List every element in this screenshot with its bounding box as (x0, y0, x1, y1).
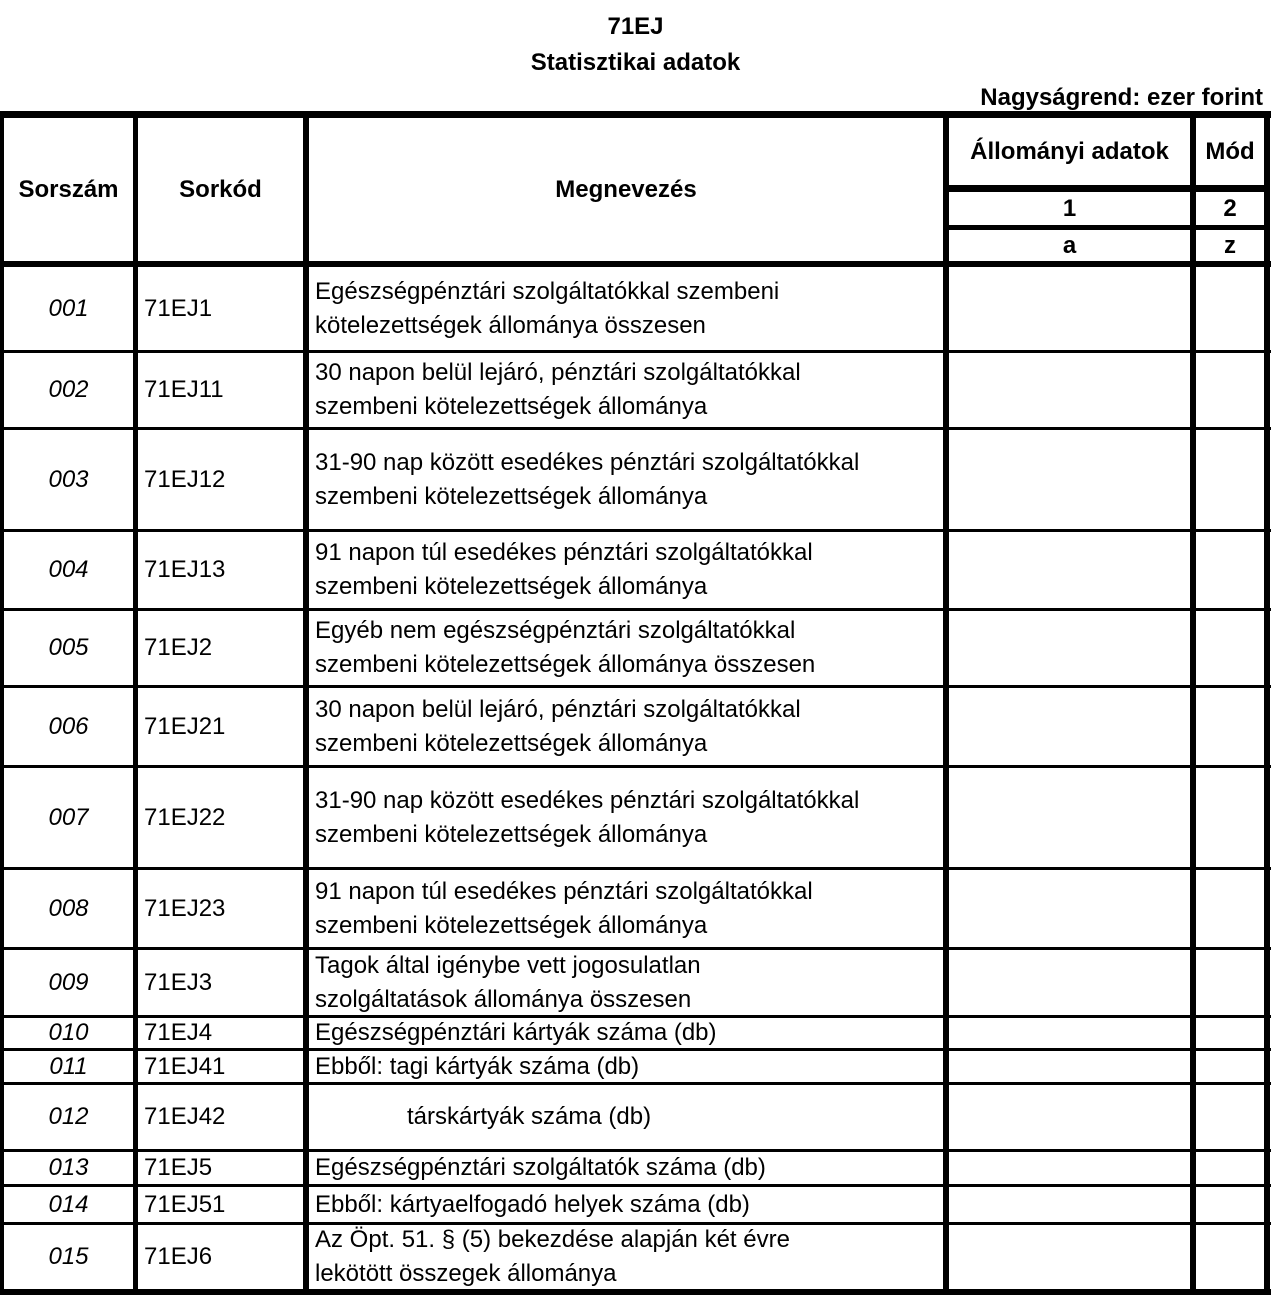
row-label (315, 950, 701, 1015)
mod-cell[interactable] (1196, 950, 1264, 1015)
document-title: Statisztikai adatok (530, 49, 741, 76)
row-megnevezes (309, 532, 943, 608)
header-col2-code: z (1224, 231, 1236, 259)
row-label (315, 275, 779, 343)
document-code: 71EJ (607, 13, 664, 40)
row-megnevezes (309, 950, 943, 1015)
row-sorszam: 002 (48, 376, 89, 403)
row-sorkod: 71EJ51 (144, 1190, 226, 1218)
row-sorkod: 71EJ1 (144, 294, 213, 322)
row-label-line: Az Öpt. 51. § (5) bekezdése alapján két évre (315, 1225, 790, 1253)
row-sorkod: 71EJ2 (144, 634, 213, 661)
row-sorszam: 004 (48, 556, 89, 583)
row-label (315, 536, 813, 604)
row-label-line: 31-90 nap között esedékes pénztári szolgáltatókkal (315, 448, 860, 476)
table-top-border (0, 111, 1271, 118)
unit-label: Nagyságrend: ezer forint (980, 84, 1263, 111)
header-allomanyi-adatok: Állományi adatok (970, 137, 1169, 165)
row-label-line: 31-90 nap között esedékes pénztári szolgáltatókkal (315, 786, 860, 814)
row-label-line: Egészségpénztári szolgáltatók száma (db) (315, 1154, 766, 1181)
allomanyi-adat-cell[interactable] (949, 532, 1190, 608)
allomanyi-adat-cell[interactable] (949, 353, 1190, 427)
row-sorszam: 006 (48, 712, 89, 740)
row-sorszam: 010 (48, 1019, 89, 1046)
allomanyi-adat-cell[interactable] (949, 1018, 1190, 1048)
row-label (315, 614, 815, 682)
mod-cell[interactable] (1196, 1187, 1264, 1222)
row-label (315, 1051, 639, 1082)
mod-cell[interactable] (1196, 768, 1264, 867)
mod-cell[interactable] (1196, 353, 1264, 427)
row-label-line: szembeni kötelezettségek állománya (315, 729, 708, 757)
allomanyi-adat-cell[interactable] (949, 1152, 1190, 1184)
mod-cell[interactable] (1196, 611, 1264, 685)
allomanyi-adat-cell[interactable] (949, 1225, 1190, 1288)
row-sorszam: 009 (48, 968, 89, 996)
row-sorszam: 001 (48, 294, 89, 322)
allomanyi-adat-cell[interactable] (949, 870, 1190, 947)
row-label-line: 30 napon belül lejáró, pénztári szolgáltatókkal (315, 695, 801, 723)
row-megnevezes (309, 768, 943, 867)
header-sorkod: Sorkód (179, 175, 262, 203)
row-sorkod: 71EJ6 (144, 1242, 213, 1270)
row-label-line: 91 napon túl esedékes pénztári szolgáltatókkal (315, 877, 813, 905)
row-label (315, 1188, 750, 1222)
row-megnevezes (309, 870, 943, 947)
row-sorkod: 71EJ13 (144, 556, 226, 583)
row-label-line: Tagok által igénybe vett jogosulatlan (315, 951, 701, 979)
row-sorszam: 003 (48, 465, 89, 493)
row-label-line: társkártyák száma (db) (407, 1103, 652, 1130)
row-label (407, 1100, 651, 1134)
header-col1-code: a (1062, 231, 1077, 259)
mod-cell[interactable] (1196, 688, 1264, 765)
row-megnevezes (309, 1018, 943, 1048)
row-megnevezes (309, 1225, 943, 1288)
row-megnevezes (309, 1085, 943, 1149)
mod-cell[interactable] (1196, 1018, 1264, 1048)
row-label-line: szolgáltatások állománya összesen (315, 985, 692, 1013)
mod-cell[interactable] (1196, 870, 1264, 947)
row-label (315, 446, 859, 514)
row-label (315, 693, 801, 761)
allomanyi-adat-cell[interactable] (949, 950, 1190, 1015)
mod-cell[interactable] (1196, 1225, 1264, 1288)
row-label-line: szembeni kötelezettségek állománya (315, 573, 708, 600)
header-mod: Mód (1205, 137, 1255, 165)
header-sub-rule (949, 185, 1264, 192)
mod-cell[interactable] (1196, 532, 1264, 608)
allomanyi-adat-cell[interactable] (949, 430, 1190, 529)
row-label-line: szembeni kötelezettségek állománya (315, 911, 708, 939)
header-sorszam: Sorszám (18, 175, 119, 203)
allomanyi-adat-cell[interactable] (949, 1051, 1190, 1082)
row-megnevezes (309, 1152, 943, 1184)
row-label (315, 356, 801, 424)
row-sorkod: 71EJ22 (144, 803, 226, 831)
row-sorkod: 71EJ42 (144, 1103, 226, 1130)
row-sorkod: 71EJ41 (144, 1052, 226, 1080)
row-sorszam: 011 (49, 1052, 88, 1080)
row-label-line: szembeni kötelezettségek állománya (315, 393, 708, 420)
row-sorszam: 013 (48, 1154, 89, 1181)
row-sorkod: 71EJ23 (144, 894, 226, 922)
row-megnevezes (309, 1051, 943, 1082)
row-label-line: szembeni kötelezettségek állománya (315, 482, 708, 510)
allomanyi-adat-cell[interactable] (949, 688, 1190, 765)
header-megnevezes: Megnevezés (555, 175, 697, 203)
allomanyi-adat-cell[interactable] (949, 267, 1190, 350)
table-bottom-border (0, 1289, 1271, 1295)
header-col1-number: 1 (1062, 194, 1077, 222)
row-label-line: szembeni kötelezettségek állománya (315, 820, 708, 848)
mod-cell[interactable] (1196, 430, 1264, 529)
row-sorkod: 71EJ3 (144, 968, 213, 996)
row-label-line: Egészségpénztári kártyák száma (db) (315, 1019, 717, 1046)
row-label-line: 91 napon túl esedékes pénztári szolgáltatókkal (315, 539, 813, 566)
row-label-line: Ebből: tagi kártyák száma (db) (315, 1052, 640, 1080)
row-megnevezes (309, 688, 943, 765)
row-label-line: Ebből: kártyaelfogadó helyek száma (db) (315, 1190, 750, 1218)
row-sorszam: 007 (48, 803, 89, 831)
row-sorkod: 71EJ4 (144, 1019, 213, 1046)
row-megnevezes (309, 1187, 943, 1222)
row-label-line: Egyéb nem egészségpénztári szolgáltatókkal (315, 617, 796, 644)
row-sorszam: 014 (48, 1190, 89, 1218)
row-label-line: 30 napon belül lejáró, pénztári szolgáltatókkal (315, 359, 801, 386)
allomanyi-adat-cell[interactable] (949, 1187, 1190, 1222)
row-sorszam: 008 (48, 894, 89, 922)
row-label (315, 875, 813, 943)
row-sorszam: 005 (48, 634, 89, 661)
row-label (315, 1152, 766, 1184)
row-sorkod: 71EJ21 (144, 712, 226, 740)
column-divider (1264, 113, 1270, 1293)
mod-cell[interactable] (1196, 267, 1264, 350)
mod-cell[interactable] (1196, 1152, 1264, 1184)
row-sorszam: 015 (48, 1242, 89, 1270)
row-label (315, 1018, 717, 1048)
header-col2-number: 2 (1223, 194, 1237, 222)
row-megnevezes (309, 611, 943, 685)
row-sorkod: 71EJ5 (144, 1154, 213, 1181)
row-megnevezes (309, 430, 943, 529)
row-label (315, 1225, 790, 1288)
mod-cell[interactable] (1196, 1051, 1264, 1082)
row-sorszam: 012 (48, 1103, 89, 1130)
row-sorkod: 71EJ11 (144, 376, 224, 403)
row-label (315, 784, 859, 852)
row-label-line: szembeni kötelezettségek állománya összesen (315, 651, 816, 678)
row-sorkod: 71EJ12 (144, 465, 226, 493)
row-label-line: Egészségpénztári szolgáltatókkal szembeni (315, 277, 780, 305)
allomanyi-adat-cell[interactable] (949, 768, 1190, 867)
row-megnevezes (309, 353, 943, 427)
row-label-line: lekötött összegek állománya (315, 1259, 617, 1287)
mod-cell[interactable] (1196, 1085, 1264, 1149)
row-label-line: kötelezettségek állománya összesen (315, 311, 706, 339)
allomanyi-adat-cell[interactable] (949, 611, 1190, 685)
row-megnevezes (309, 267, 943, 350)
allomanyi-adat-cell[interactable] (949, 1085, 1190, 1149)
